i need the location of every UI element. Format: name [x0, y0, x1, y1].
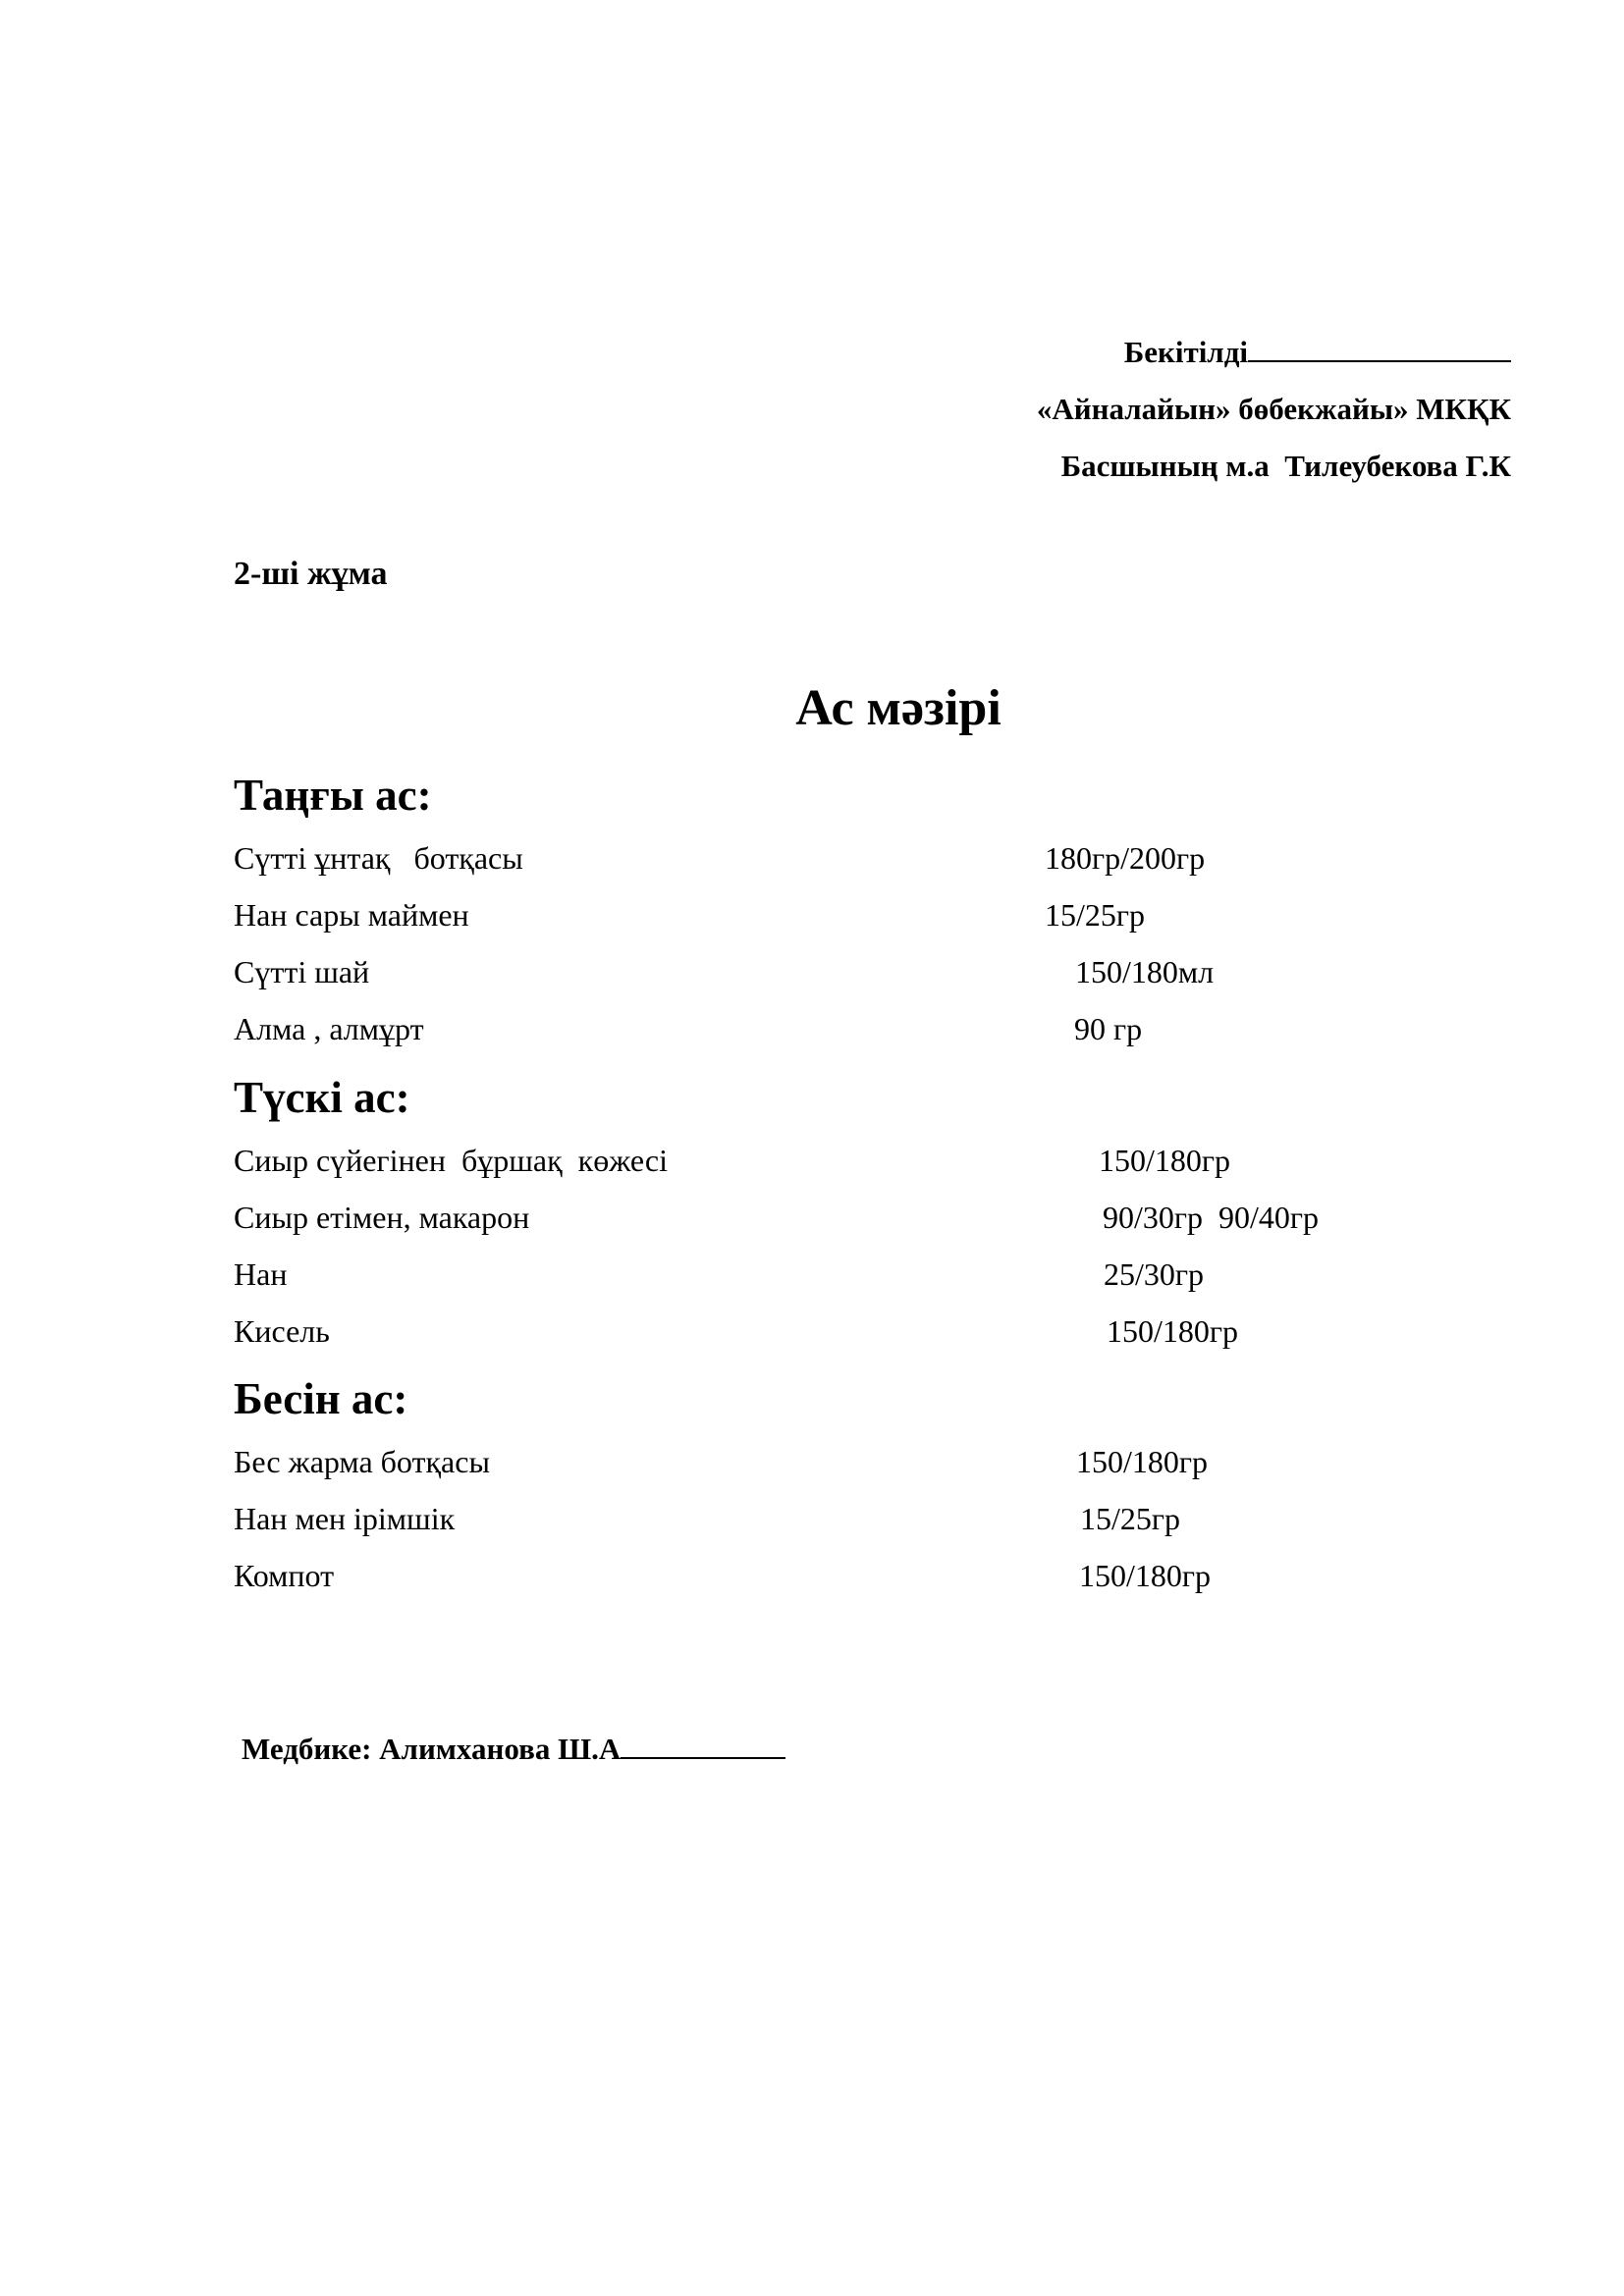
menu-item	[234, 952, 1412, 1009]
snack-section	[234, 1369, 1412, 1613]
item-name: Компот	[234, 1558, 335, 1593]
menu-item	[234, 1311, 1412, 1368]
item-quantity: 150/180мл	[1075, 954, 1215, 989]
item-quantity: 25/30гр	[1104, 1256, 1205, 1292]
item-name: Нан сары маймен	[234, 897, 469, 933]
approval-block	[1037, 324, 1511, 495]
breakfast-items	[234, 838, 1412, 1066]
snack-title: Бесін ас:	[234, 1374, 408, 1423]
nurse-signature-line	[621, 1730, 785, 1759]
item-quantity: 180гр/200гр	[1045, 840, 1206, 876]
item-name: Кисель	[234, 1313, 330, 1349]
approval-line	[1037, 324, 1511, 381]
menu-item	[234, 1556, 1412, 1613]
item-name: Нан	[234, 1256, 288, 1292]
nurse-label: Медбике: Алимханова Ш.А	[242, 1732, 622, 1766]
breakfast-title: Таңғы ас:	[234, 771, 432, 820]
approval-signature-line	[1248, 333, 1511, 362]
item-name: Сүтті шай	[234, 954, 370, 989]
item-name: Алма , алмұрт	[234, 1011, 424, 1046]
menu-item	[234, 1009, 1412, 1066]
snack-items	[234, 1442, 1412, 1613]
menu-item	[234, 895, 1412, 952]
nurse-signature	[242, 1730, 785, 1767]
item-quantity: 90/30гр 90/40гр	[1103, 1200, 1320, 1235]
breakfast-section	[234, 766, 1412, 1066]
item-quantity: 150/180гр	[1076, 1444, 1209, 1479]
menu-item	[234, 1499, 1412, 1556]
item-quantity: 150/180гр	[1107, 1313, 1239, 1349]
page-title: Ас мәзірі	[795, 680, 1001, 736]
menu-item	[234, 1141, 1412, 1198]
item-quantity: 150/180гр	[1079, 1558, 1212, 1593]
week-label: 2-ші жұма	[234, 556, 388, 592]
menu-item	[234, 1442, 1412, 1499]
item-quantity: 150/180гр	[1099, 1143, 1231, 1178]
item-name: Сүтті ұнтақ ботқасы	[234, 840, 523, 876]
lunch-items	[234, 1141, 1412, 1368]
item-quantity: 15/25гр	[1080, 1501, 1181, 1536]
item-quantity: 15/25гр	[1045, 897, 1146, 933]
item-name: Сиыр сүйегінен бұршақ көжесі	[234, 1143, 668, 1178]
lunch-section	[234, 1068, 1412, 1368]
menu-item	[234, 838, 1412, 895]
lunch-title: Түскі ас:	[234, 1073, 410, 1122]
head-name: Басшының м.а Тилеубекова Г.К	[1060, 449, 1511, 483]
approved-label: Бекітілді	[1123, 335, 1248, 369]
item-quantity: 90 гр	[1074, 1011, 1143, 1046]
item-name: Нан мен ірімшік	[234, 1501, 456, 1536]
organization-name: «Айналайын» бөбекжайы» МКҚК	[1036, 392, 1511, 426]
item-name: Бес жарма ботқасы	[234, 1444, 490, 1479]
item-name: Сиыр етімен, макарон	[234, 1200, 530, 1235]
menu-item	[234, 1255, 1412, 1311]
menu-item	[234, 1198, 1412, 1255]
